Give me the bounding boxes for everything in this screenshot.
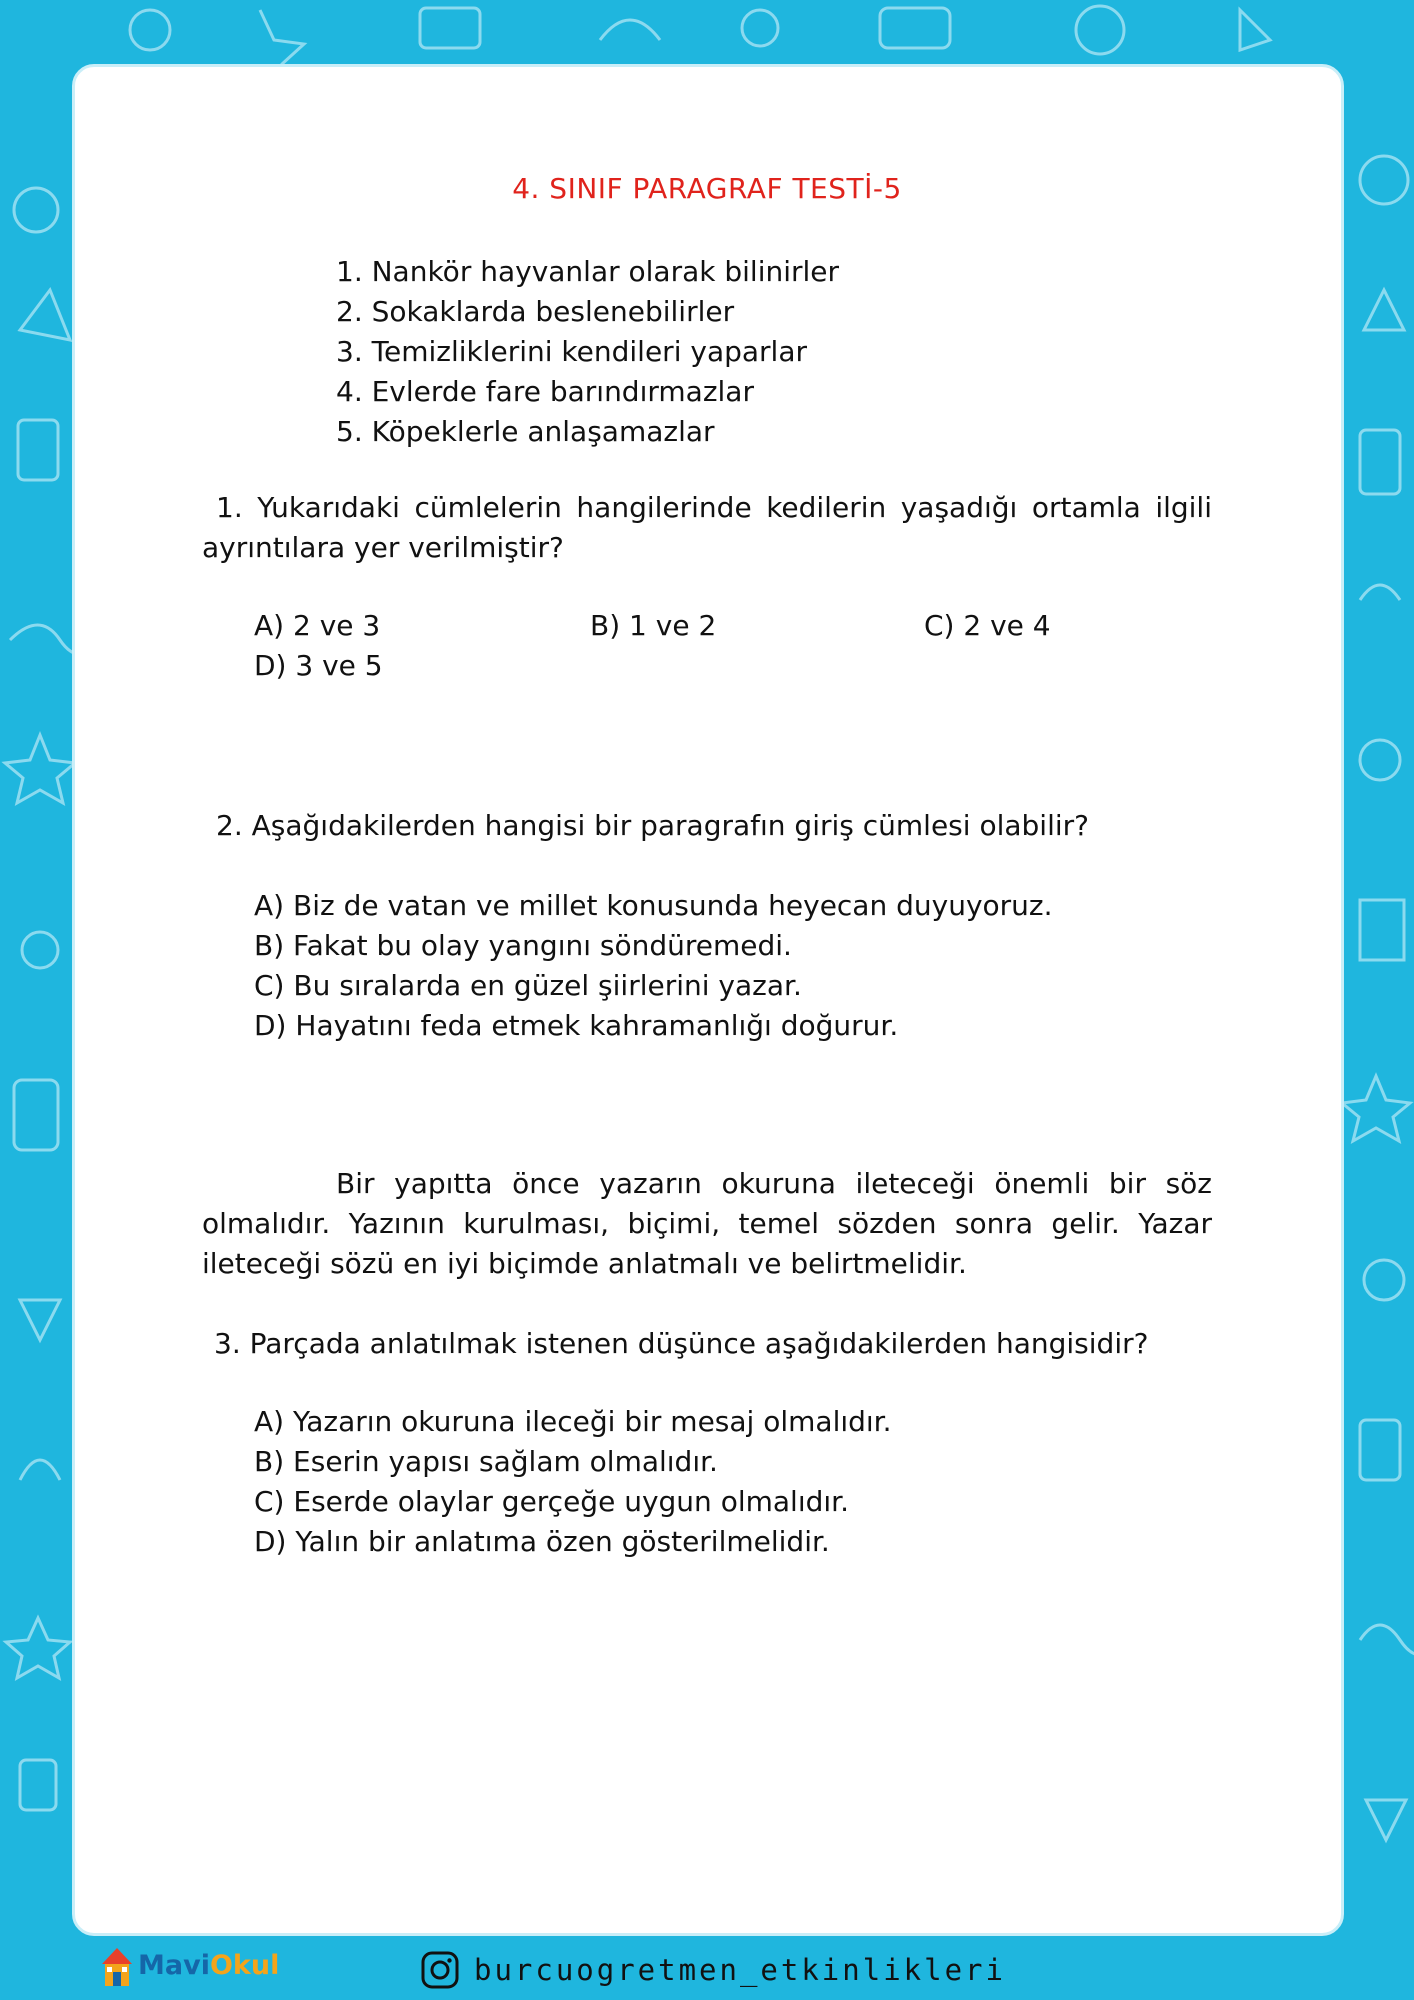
q2-option-b[interactable]: B) Fakat bu olay yangını söndüremedi. — [254, 929, 792, 962]
instagram-handle[interactable]: burcuogretmen_etkinlikleri — [474, 1953, 1006, 1987]
maviokul-logo — [100, 1944, 280, 1990]
q3-option-c[interactable]: C) Eserde olaylar gerçeğe uygun olmalıdır. — [254, 1485, 849, 1518]
statement-item: 1. Nankör hayvanlar olarak bilinirler — [336, 255, 840, 288]
statement-item: 5. Köpeklerle anlaşamazlar — [336, 415, 715, 448]
q1-option-a[interactable]: A) 2 ve 3 — [254, 609, 381, 642]
question-1-text: 1. Yukarıdaki cümlelerin hangilerinde kedilerin yaşadığı ortamla ilgili ayrıntılara yer verilmiştir? — [202, 491, 1212, 564]
question-2-text: 2. Aşağıdakilerden hangisi bir paragrafın giriş cümlesi olabilir? — [216, 809, 1090, 842]
q3-option-b[interactable]: B) Eserin yapısı sağlam olmalıdır. — [254, 1445, 718, 1478]
statement-item: 2. Sokaklarda beslenebilirler — [336, 295, 735, 328]
statement-item: 3. Temizliklerini kendileri yaparlar — [336, 335, 807, 368]
q3-option-d[interactable]: D) Yalın bir anlatıma özen gösterilmelidir. — [254, 1525, 830, 1558]
q2-option-c[interactable]: C) Bu sıralarda en güzel şiirlerini yazar. — [254, 969, 802, 1002]
q2-option-d[interactable]: D) Hayatını feda etmek kahramanlığı doğurur. — [254, 1009, 899, 1042]
worksheet-title: 4. SINIF PARAGRAF TESTİ-5 — [512, 172, 902, 205]
logo-text-part1: Mavi — [138, 1950, 210, 1981]
logo-text — [138, 1950, 279, 1981]
question-3-options — [254, 1402, 892, 1562]
question-2-options — [254, 886, 1053, 1046]
logo-text-part2: Okul — [209, 1950, 280, 1981]
q1-option-d[interactable]: D) 3 ve 5 — [254, 649, 383, 682]
question-1-options — [254, 606, 1154, 686]
q3-option-a[interactable]: A) Yazarın okuruna ileceği bir mesaj olmalıdır. — [254, 1405, 892, 1438]
question-3-text: 3. Parçada anlatılmak istenen düşünce aşağıdakilerden hangisidir? — [214, 1327, 1149, 1360]
reading-passage: Bir yapıtta önce yazarın okuruna ileteceği önemli bir söz olmalıdır. Yazının kurulması, biçimi, temel sözden sonra gelir. Yazar ileteceği sözü en iyi biçimde anlatmalı ve belirtmelidir. — [202, 1167, 1212, 1280]
q2-option-a[interactable]: A) Biz de vatan ve millet konusunda heyecan duyuyoruz. — [254, 889, 1053, 922]
q1-option-c[interactable]: C) 2 ve 4 — [924, 609, 1051, 642]
statement-list — [336, 252, 839, 452]
school-house-icon — [100, 1944, 134, 1988]
instagram-credit — [420, 1948, 1006, 1992]
instagram-icon — [420, 1950, 460, 1990]
statement-item: 4. Evlerde fare barındırmazlar — [336, 375, 754, 408]
q1-option-b[interactable]: B) 1 ve 2 — [590, 609, 717, 642]
